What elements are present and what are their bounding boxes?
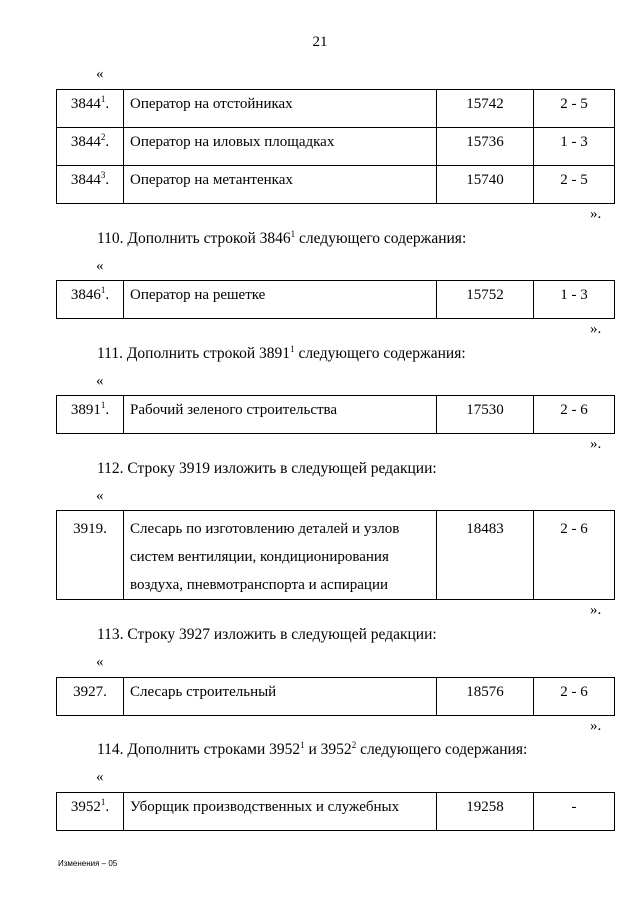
table-row [57,90,615,128]
row-name: Оператор на иловых площадках [124,128,437,166]
row-number: 3919. [57,511,124,600]
row-code: 19258 [437,793,534,831]
table-item-112 [56,510,615,600]
row-name-line: воздуха, пневмотранспорта и аспирации [130,577,389,593]
row-code: 15740 [437,166,534,204]
table-row [57,396,615,434]
row-name-line: систем вентиляции, кондиционирования [130,549,389,565]
row-code: 15752 [437,281,534,319]
footer-label: Изменения – 05 [58,859,118,868]
row-name-line: Слесарь по изготовлению деталей и узлов [130,521,400,537]
table-item-113 [56,677,615,716]
row-number: 3927. [57,678,124,716]
row-code: 15736 [437,128,534,166]
row-name: Оператор на отстойниках [124,90,437,128]
quote-close: ». [590,206,602,222]
table-row [57,511,615,600]
paragraph-item-112: 112. Строку 3919 изложить в следующей редакции: [97,460,437,477]
row-code: 18576 [437,678,534,716]
row-number: 3846$^1$. [57,281,124,319]
table-row [57,281,615,319]
row-name: Уборщик производственных и служебных [124,793,437,831]
table-row [57,678,615,716]
row-name: Оператор на метантенках [124,166,437,204]
paragraph-item-114: 114. Дополнить строками 3952$^1$ и 3952$^2$ следующего содержания: [97,739,528,758]
table-item-110 [56,280,615,319]
row-range: 1 - 3 [534,281,615,319]
row-range: 1 - 3 [534,128,615,166]
row-range: 2 - 6 [534,511,615,600]
row-code: 18483 [437,511,534,600]
row-number: 3891$^1$. [57,396,124,434]
row-name: Слесарь строительный [124,678,437,716]
table-row [57,166,615,204]
row-name: Рабочий зеленого строительства [124,396,437,434]
row-code: 17530 [437,396,534,434]
quote-open: « [96,258,104,274]
row-number: 3844$^3$. [57,166,124,204]
row-range: 2 - 6 [534,396,615,434]
quote-open: « [96,654,104,670]
page-number: 21 [312,34,328,50]
row-name [124,511,437,600]
table-item-111 [56,395,615,434]
quote-close: ». [590,718,602,734]
table-item-114 [56,792,615,831]
row-name: Оператор на решетке [124,281,437,319]
table-row [57,128,615,166]
quote-open: « [96,488,104,504]
paragraph-item-110: 110. Дополнить строкой 3846$^1$ следующего содержания: [97,228,467,247]
quote-open: « [96,373,104,389]
quote-close: ». [590,602,602,618]
row-number: 3844$^2$. [57,128,124,166]
quote-close: ». [590,436,602,452]
quote-close: ». [590,321,602,337]
row-code: 15742 [437,90,534,128]
row-range: 2 - 5 [534,90,615,128]
table-block-1 [56,89,615,204]
row-number: 3952$^1$. [57,793,124,831]
paragraph-item-113: 113. Строку 3927 изложить в следующей редакции: [97,626,437,643]
paragraph-item-111: 111. Дополнить строкой 3891$^1$ следующего содержания: [97,343,466,362]
row-range: - [534,793,615,831]
row-number: 3844$^1$. [57,90,124,128]
table-row [57,793,615,831]
quote-open: « [96,66,104,82]
row-range: 2 - 6 [534,678,615,716]
quote-open: « [96,769,104,785]
row-range: 2 - 5 [534,166,615,204]
